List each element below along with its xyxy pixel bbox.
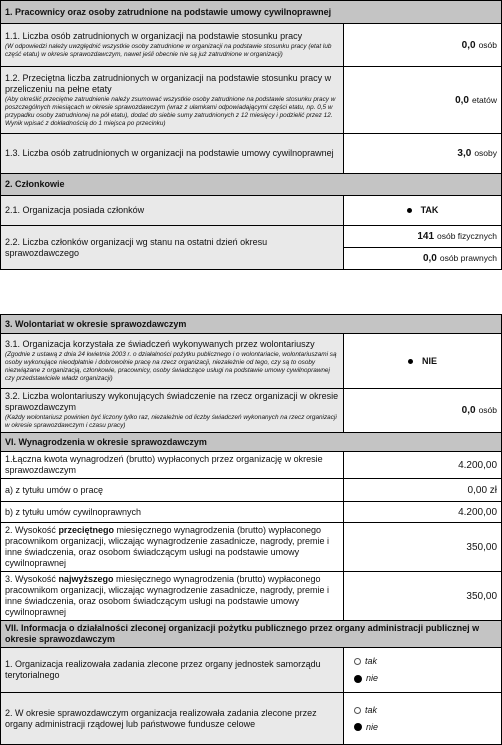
radio-nie[interactable]: nie	[348, 672, 497, 685]
row-7-2-options	[344, 693, 502, 745]
selected-dot-icon	[408, 359, 413, 364]
radio-filled-icon	[354, 675, 362, 683]
selected-dot-icon	[407, 208, 412, 213]
civil-contract-unit: osoby	[474, 148, 498, 158]
row-3-1-note: (Zgodnie z ustawą z dnia 24 kwietnia 2003 r. o działalności pożytku publicznego i o wolontariacie, wolontariuszami są osoby wykonujące nieodpłatnie i dobrowolnie pracę na rzecz organizacji, niezależnie od tego, czy są to osoby niezwiązane z organizacją, członkowie, pracownicy, osoby świadczące usługi na podstawie umowy cywilnoprawnej czy przedstawiciele władz organizacji)	[5, 351, 337, 382]
section-1-title: 1. Pracownicy oraz osoby zatrudnione na podstawie umowy cywilnoprawnej	[1, 1, 502, 24]
row-6-5	[1, 572, 502, 621]
radio-empty-icon	[354, 707, 361, 714]
section-3-title: 3. Wolontariat w okresie sprawozdawczym	[1, 315, 502, 334]
row-6-5-label: 3. Wysokość najwyższego miesięcznego wynagrodzenia (brutto) wypłaconego pracownikom organizacji, wliczając wynagrodzenie zasadnicze, nagrody, premie i inne świadczenia, oraz osobom świadczącym usługi na podstawie umowy cywilnoprawnej	[1, 572, 344, 621]
radio-filled-icon	[354, 723, 362, 731]
row-7-1	[1, 648, 502, 693]
row-2-1-label: 2.1. Organizacja posiada członków	[1, 196, 344, 226]
radio-empty-icon	[354, 658, 361, 665]
average-salary-value[interactable]: 350,00	[344, 523, 502, 572]
radio-nie[interactable]: nie	[348, 721, 497, 734]
members-legal-cell[interactable]	[344, 248, 502, 270]
members-legal-unit: osób prawnych	[439, 253, 498, 263]
volunteers-count: 0,0	[461, 405, 476, 416]
section-6-title: VI. Wynagrodzenia w okresie sprawozdawczym	[1, 433, 502, 452]
volunteers-choice[interactable]	[344, 334, 502, 389]
row-1-3-label: 1.3. Liczba osób zatrudnionych w organizacji na podstawie umowy cywilnoprawnej	[1, 134, 344, 174]
row-1-1-note: (W odpowiedzi należy uwzględnić wszystkie osoby zatrudnione w organizacji na podstawie stosunku pracy (etat lub część etatu) w okresie sprawozdawczym, nawet jeśli obecnie nie są już zatrudnione w organizacji)	[5, 43, 332, 58]
row-6-4-label: 2. Wysokość przeciętnego miesięcznego wynagrodzenia (brutto) wypłaconego pracownikom organizacji, wliczając wynagrodzenie zasadnicze, nagrody, premie i inne świadczenia, oraz osobom świadczącym usługi na podstawie umowy cywilnoprawnej	[1, 523, 344, 572]
row-3-1-label: 3.1. Organizacja korzystała ze świadczeń wykonywanych przez wolontariuszy	[5, 339, 315, 349]
has-members-value: TAK	[420, 205, 439, 215]
members-legal-count: 0,0	[422, 253, 437, 264]
row-3-2	[1, 389, 502, 433]
row-6-3-label: b) z tytułu umów cywilnoprawnych	[1, 502, 344, 523]
row-3-1	[1, 334, 502, 389]
row-1-1-value-cell[interactable]	[344, 24, 502, 67]
row-6-3	[1, 502, 502, 523]
row-7-2-label: 2. W okresie sprawozdawczym organizacja realizowała zadania zlecone przez organy administracji rządowej lub państwowe fundusze celowe	[1, 693, 344, 745]
row-1-3	[1, 134, 502, 174]
row-1-1-label: 1.1. Liczba osób zatrudnionych w organizacji na podstawie stosunku pracy	[5, 31, 303, 41]
civil-contract-salaries-value[interactable]: 4.200,00	[344, 502, 502, 523]
row-3-2-value-cell[interactable]	[344, 389, 502, 433]
section-2-title: 2. Członkowie	[1, 174, 502, 196]
members-individuals-cell[interactable]	[344, 226, 502, 248]
employees-unit: osób	[478, 39, 498, 50]
has-members-choice[interactable]	[344, 196, 502, 226]
members-individuals-unit: osób fizycznych	[437, 231, 498, 241]
row-1-2	[1, 67, 502, 134]
row-1-3-value-cell[interactable]	[344, 134, 502, 174]
row-1-2-label: 1.2. Przeciętna liczba zatrudnionych w organizacji na podstawie stosunku pracy w przeliczeniu na pełne etaty	[5, 72, 332, 94]
row-7-1-options	[344, 648, 502, 693]
section-7-title: VII. Informacja o działalności zleconej organizacji pożytku publicznego przez organy administracji publicznej w okresie sprawozdawczym	[1, 621, 502, 648]
row-2-1	[1, 196, 502, 226]
volunteers-value: NIE	[422, 355, 438, 366]
row-1-2-note: (Aby określić przeciętne zatrudnienie należy zsumować wszystkie osoby zatrudnione na podstawie stosunku pracy w poszczególnych miesiącach w okresie sprawozdawczym (wraz z ułamkami odpowiadającymi części etatu, np. 0,5 w przypadku osoby zatrudnionej na pół etatu), dodać do siebie sumy zatrudnionych z 12 miesięcy i podzielić przez 12. Wynik wpisać z dokładnością do 1 miejsca po przecinku)	[5, 95, 336, 127]
row-1-1	[1, 24, 502, 67]
row-6-1-label: 1.Łączna kwota wynagrodzeń (brutto) wypłaconych przez organizację w okresie sprawozdawczym	[1, 452, 344, 479]
row-3-2-label: 3.2. Liczba wolontariuszy wykonujących świadczenie na rzecz organizacji w okresie sprawozdawczym	[5, 391, 339, 412]
members-individuals-count: 141	[417, 231, 435, 242]
civil-contract-count: 3,0	[457, 148, 472, 159]
row-6-1	[1, 452, 502, 479]
employees-count: 0,0	[461, 39, 476, 51]
row-2-2-label: 2.2. Liczba członków organizacji wg stanu na ostatni dzień okresu sprawozdawczego	[1, 226, 344, 270]
row-6-2	[1, 479, 502, 502]
row-6-4	[1, 523, 502, 572]
section-volunteering-salaries	[0, 314, 502, 745]
section-employees-and-members	[0, 0, 502, 270]
fte-unit: etatów	[471, 94, 498, 105]
row-3-2-note: (Każdy wolontariusz powinien być liczony tylko raz, niezależnie od liczby świadczeń wykonanych na rzecz organizacji w okresie sprawozdawczym i czasu pracy)	[5, 414, 337, 429]
employment-contract-salaries-value[interactable]: 0,00 zł	[344, 479, 502, 502]
row-7-1-label: 1. Organizacja realizowała zadania zlecone przez organy jednostek samorządu terytorialnego	[1, 648, 344, 693]
radio-tak[interactable]: tak	[348, 704, 497, 717]
total-salaries-value[interactable]: 4.200,00	[344, 452, 502, 479]
volunteers-unit: osób	[478, 405, 498, 415]
row-2-2-a	[1, 226, 502, 248]
row-1-2-value-cell[interactable]	[344, 67, 502, 134]
fte-count: 0,0	[455, 94, 469, 106]
row-6-2-label: a) z tytułu umów o pracę	[1, 479, 344, 502]
row-7-2	[1, 693, 502, 745]
highest-salary-value[interactable]: 350,00	[344, 572, 502, 621]
radio-tak[interactable]: tak	[348, 655, 497, 668]
